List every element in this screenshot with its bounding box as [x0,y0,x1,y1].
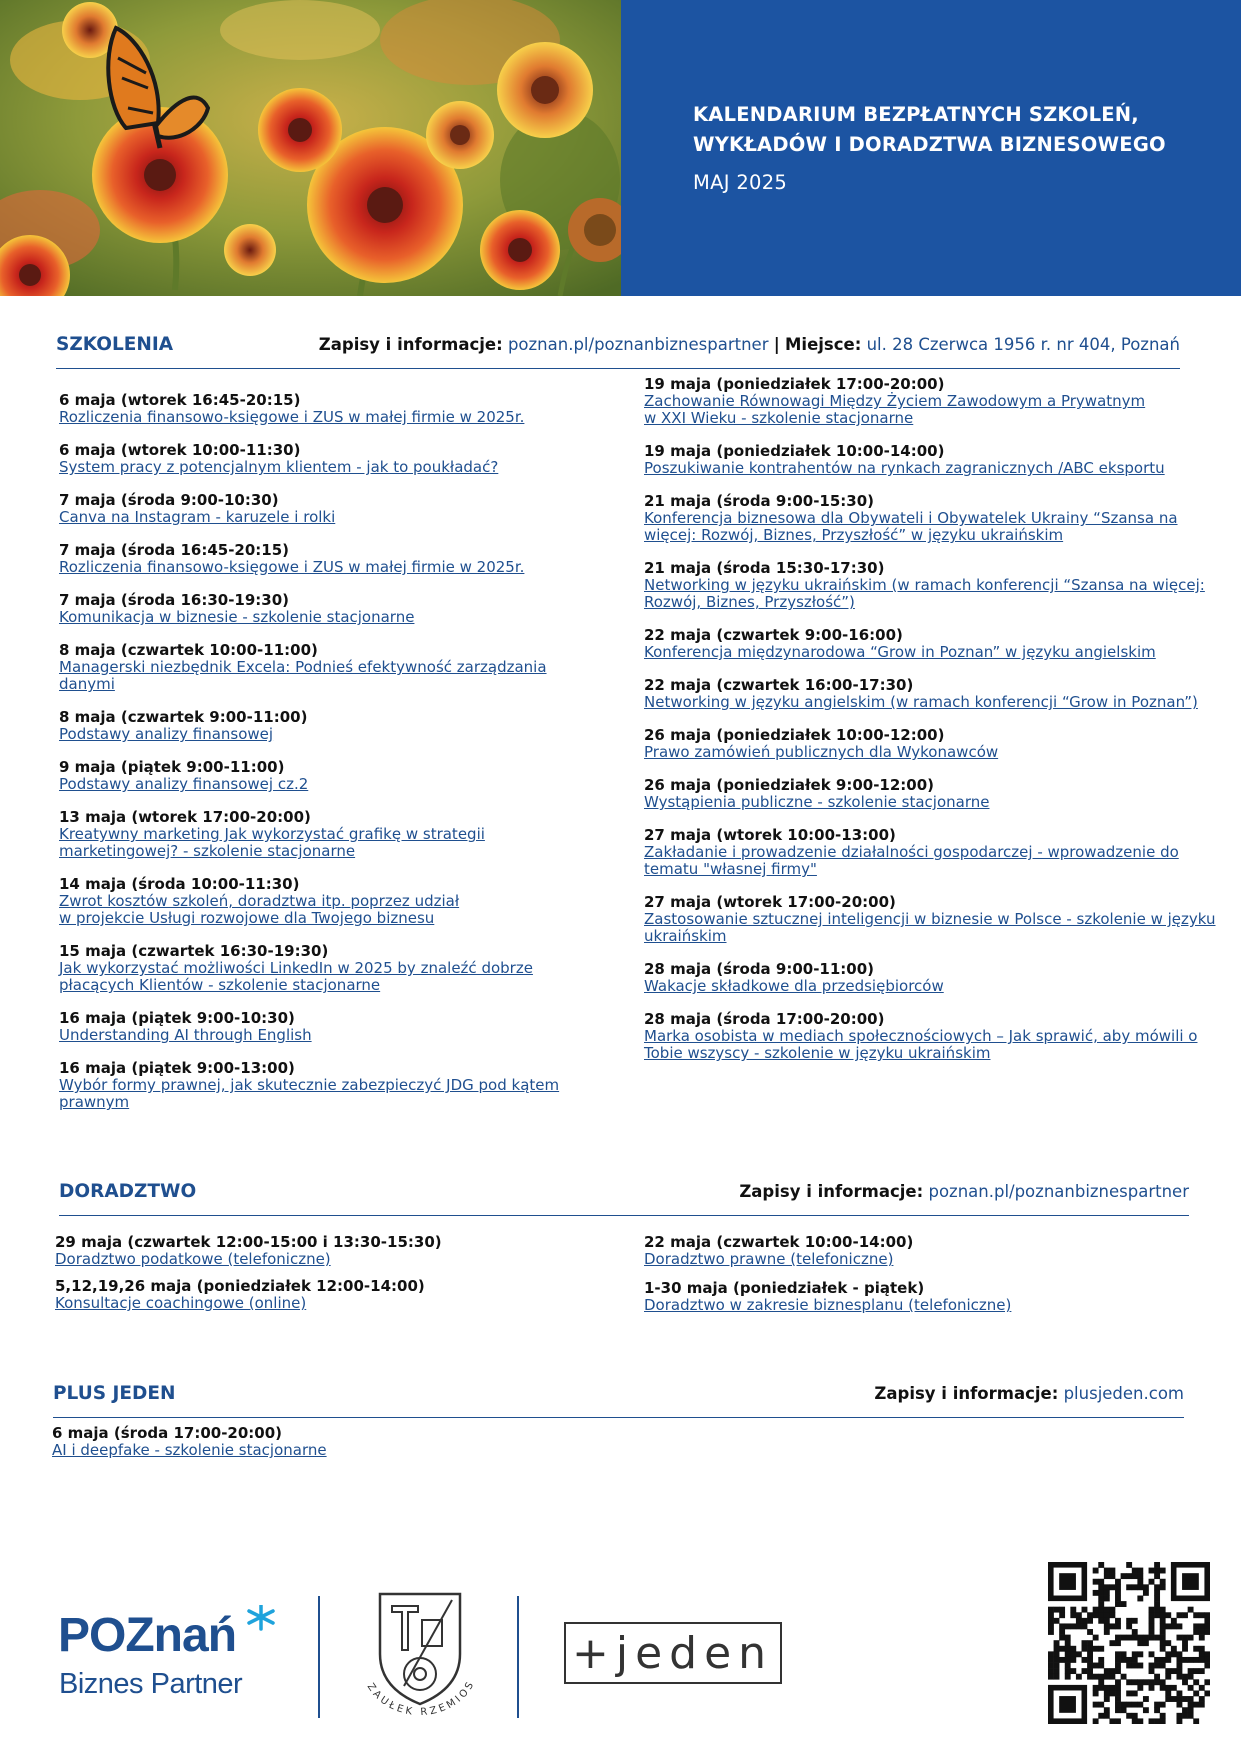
event-item [59,642,589,693]
event-date: 27 maja (wtorek 17:00-20:00) [644,893,896,911]
event-date: 22 maja (czwartek 9:00-16:00) [644,626,903,644]
event-item [644,961,1224,995]
event-link[interactable]: Zachowanie Równowagi Między Życiem Zawodowym a Prywatnym [644,392,1146,410]
event-date: 5,12,19,26 maja (poniedziałek 12:00-14:00) [55,1277,425,1295]
plusjeden-column [52,1425,652,1469]
event-item [55,1278,615,1312]
szkolenia-separator: | [773,335,780,354]
event-link[interactable]: Kreatywny marketing Jak wykorzystać grafikę w strategii [59,825,485,843]
event-date: 6 maja (wtorek 10:00-11:30) [59,441,301,459]
event-item [644,376,1224,427]
event-link[interactable]: Rozwój, Biznes, Przyszłość”) [644,593,855,611]
event-link[interactable]: Marka osobista w mediach społecznościowych – Jak sprawić, aby mówili o [644,1027,1198,1045]
event-item [59,1060,589,1111]
event-item [644,827,1224,878]
event-date: 7 maja (środa 16:45-20:15) [59,541,290,559]
event-link[interactable]: Rozliczenia finansowo-księgowe i ZUS w małej firmie w 2025r. [59,558,525,576]
event-date: 15 maja (czwartek 16:30-19:30) [59,942,329,960]
header-month: MAJ 2025 [693,171,788,194]
event-link[interactable]: Wybór formy prawnej, jak skutecznie zabezpieczyć JDG pod kątem [59,1076,560,1094]
event-item [59,442,589,476]
header-banner [0,0,1241,296]
footer-divider-1 [318,1596,320,1718]
plusjeden-title: PLUS JEDEN [53,1383,176,1404]
event-date: 19 maja (poniedziałek 10:00-14:00) [644,442,945,460]
event-link[interactable]: Poszukiwanie kontrahentów na rynkach zagranicznych /ABC eksportu [644,459,1165,477]
event-date: 21 maja (środa 15:30-17:30) [644,559,885,577]
event-link[interactable]: prawnym [59,1093,130,1111]
event-link[interactable]: Networking w języku ukraińskim (w ramach konferencji “Szansa na więcej: [644,576,1205,594]
event-item [644,627,1224,661]
event-item [644,894,1224,945]
szkolenia-right-column [644,376,1224,1078]
svg-text:ZAUŁEK RZEMIOSŁA: ZAUŁEK RZEMIOS [364,1678,478,1719]
event-date: 26 maja (poniedziałek 9:00-12:00) [644,776,935,794]
event-date: 1-30 maja (poniedziałek - piątek) [644,1279,925,1297]
event-link[interactable]: Doradztwo podatkowe (telefoniczne) [55,1250,331,1268]
event-date: 21 maja (środa 9:00-15:30) [644,492,875,510]
doradztwo-info-label: Zapisy i informacje: [739,1182,924,1201]
event-date: 6 maja (wtorek 16:45-20:15) [59,391,301,409]
event-link[interactable]: Rozliczenia finansowo-księgowe i ZUS w małej firmie w 2025r. [59,408,525,426]
event-date: 7 maja (środa 9:00-10:30) [59,491,279,509]
flowers-illustration [0,0,621,296]
event-date: 14 maja (środa 10:00-11:30) [59,875,300,893]
event-link[interactable]: Jak wykorzystać możliwości LinkedIn w 2025 by znaleźć dobrze [59,959,533,977]
event-link[interactable]: w projekcie Usługi rozwojowe dla Twojego biznesu [59,909,435,927]
event-item [644,443,1224,477]
hero-image-flowers-butterfly [0,0,621,296]
event-date: 29 maja (czwartek 12:00-15:00 i 13:30-15:30) [55,1233,442,1251]
event-item [59,876,589,927]
szkolenia-info-link[interactable]: poznan.pl/poznanbiznespartner [507,335,769,354]
event-item [59,592,589,626]
event-date: 16 maja (piątek 9:00-13:00) [59,1059,295,1077]
event-item [55,1234,615,1268]
event-date: 16 maja (piątek 9:00-10:30) [59,1009,295,1027]
event-link[interactable]: Zakładanie i prowadzenie działalności gospodarczej - wprowadzenie do [644,843,1179,861]
event-date: 8 maja (czwartek 9:00-11:00) [59,708,308,726]
event-item [644,777,1224,811]
event-link[interactable]: Podstawy analizy finansowej cz.2 [59,775,309,793]
szkolenia-section-header [56,333,1180,369]
plus-jeden-logo [564,1622,782,1684]
event-date: 8 maja (czwartek 10:00-11:00) [59,641,318,659]
event-link[interactable]: Doradztwo prawne (telefoniczne) [644,1250,894,1268]
svg-text:+jeden: +jeden [572,1628,774,1679]
event-item [59,943,589,994]
event-date: 6 maja (środa 17:00-20:00) [52,1424,283,1442]
event-date: 22 maja (czwartek 16:00-17:30) [644,676,914,694]
event-link[interactable]: System pracy z potencjalnym klientem - jak to poukładać? [59,458,499,476]
event-link[interactable]: Networking w języku angielskim (w ramach konferencji “Grow in Poznan”) [644,693,1198,711]
event-link[interactable]: Podstawy analizy finansowej [59,725,274,743]
event-item [59,392,589,426]
plusjeden-info-label: Zapisy i informacje: [874,1384,1059,1403]
event-date: 19 maja (poniedziałek 17:00-20:00) [644,375,945,393]
event-link[interactable]: Konsultacje coachingowe (online) [55,1294,307,1312]
event-date: 9 maja (piątek 9:00-11:00) [59,758,285,776]
event-item [52,1425,652,1459]
zaulek-rzemiosla-emblem [352,1590,488,1722]
doradztwo-info [739,1180,1189,1204]
plusjeden-info [874,1382,1184,1406]
event-link[interactable]: AI i deepfake - szkolenie stacjonarne [52,1441,327,1459]
event-link[interactable]: Zwrot kosztów szkoleń, doradztwa itp. poprzez udział [59,892,460,910]
event-link[interactable]: Doradztwo w zakresie biznesplanu (telefoniczne) [644,1296,1012,1314]
event-item [59,809,589,860]
event-link[interactable]: Zastosowanie sztucznej inteligencji w biznesie w Polsce - szkolenie w języku [644,910,1216,928]
event-item [59,492,589,526]
event-date: 7 maja (środa 16:30-19:30) [59,591,290,609]
event-link[interactable]: więcej: Rozwój, Biznes, Przyszłość” w języku ukraińskim [644,526,1064,544]
szkolenia-place-label: Miejsce: [785,335,862,354]
zaulek-emblem-icon [352,1590,488,1722]
event-item [644,727,1224,761]
event-date: 22 maja (czwartek 10:00-14:00) [644,1233,914,1251]
event-link[interactable]: tematu "własnej firmy" [644,860,817,878]
event-link[interactable]: ukraińskim [644,927,727,945]
plusjeden-info-link[interactable]: plusjeden.com [1063,1384,1184,1403]
event-link[interactable]: Prawo zamówień publicznych dla Wykonawców [644,743,999,761]
footer-divider-2 [517,1596,519,1718]
doradztwo-info-link[interactable]: poznan.pl/poznanbiznespartner [928,1182,1189,1201]
szkolenia-info-label: Zapisy i informacje: [318,335,503,354]
event-item [59,709,589,743]
event-item [59,759,589,793]
event-link[interactable]: Understanding AI through English [59,1026,312,1044]
qr-code-icon [1048,1562,1210,1724]
plus-jeden-logo-image [566,1624,780,1682]
event-date: 28 maja (środa 9:00-11:00) [644,960,875,978]
svg-text:POZnań: POZnań [58,1609,237,1662]
event-link[interactable]: w XXI Wieku - szkolenie stacjonarne [644,409,914,427]
event-link[interactable]: Konferencja międzynarodowa “Grow in Poznan” w języku angielskim [644,643,1156,661]
szkolenia-info [319,333,1180,357]
event-link[interactable]: Managerski niezbędnik Excela: Podnieś efektywność zarządzania [59,658,547,676]
doradztwo-right-column [644,1234,1204,1326]
qr-code-image [1048,1562,1210,1724]
svg-text:Biznes Partner: Biznes Partner [59,1668,243,1700]
event-date: 13 maja (wtorek 17:00-20:00) [59,808,311,826]
event-item [59,1010,589,1044]
event-date: 27 maja (wtorek 10:00-13:00) [644,826,896,844]
doradztwo-section-header [59,1180,1189,1216]
event-item [644,493,1224,544]
event-link[interactable]: Tobie wszyscy - szkolenie w języku ukraińskim [644,1044,991,1062]
szkolenia-title: SZKOLENIA [56,334,174,355]
event-item [644,560,1224,611]
doradztwo-left-column [55,1234,615,1322]
event-link[interactable]: Konferencja biznesowa dla Obywateli i Obywatelek Ukrainy “Szansa na [644,509,1178,527]
event-link[interactable]: Canva na Instagram - karuzele i rolki [59,508,336,526]
event-item [59,542,589,576]
event-link[interactable]: Wystąpienia publiczne - szkolenie stacjonarne [644,793,990,811]
poznan-biznes-partner-logo [58,1605,298,1705]
szkolenia-place: ul. 28 Czerwca 1956 r. nr 404, Poznań [866,335,1180,354]
event-item [644,1234,1204,1268]
event-item [644,677,1224,711]
plusjeden-section-header [53,1382,1184,1418]
doradztwo-title: DORADZTWO [59,1181,197,1202]
event-date: 28 maja (środa 17:00-20:00) [644,1010,885,1028]
event-item [644,1280,1204,1314]
event-link[interactable]: danymi [59,675,115,693]
event-item [644,1011,1224,1062]
poznan-logo-image [58,1605,298,1705]
event-link[interactable]: marketingowej? - szkolenie stacjonarne [59,842,356,860]
event-link[interactable]: Komunikacja w biznesie - szkolenie stacjonarne [59,608,415,626]
event-link[interactable]: płacących Klientów - szkolenie stacjonarne [59,976,381,994]
szkolenia-left-column [59,392,589,1127]
header-title-line-1: KALENDARIUM BEZPŁATNYCH SZKOLEŃ, [693,103,1139,126]
header-title-line-2: WYKŁADÓW I DORADZTWA BIZNESOWEGO [693,133,1166,156]
event-link[interactable]: Wakacje składkowe dla przedsiębiorców [644,977,944,995]
header-title-panel [621,0,1241,296]
event-date: 26 maja (poniedziałek 10:00-12:00) [644,726,945,744]
